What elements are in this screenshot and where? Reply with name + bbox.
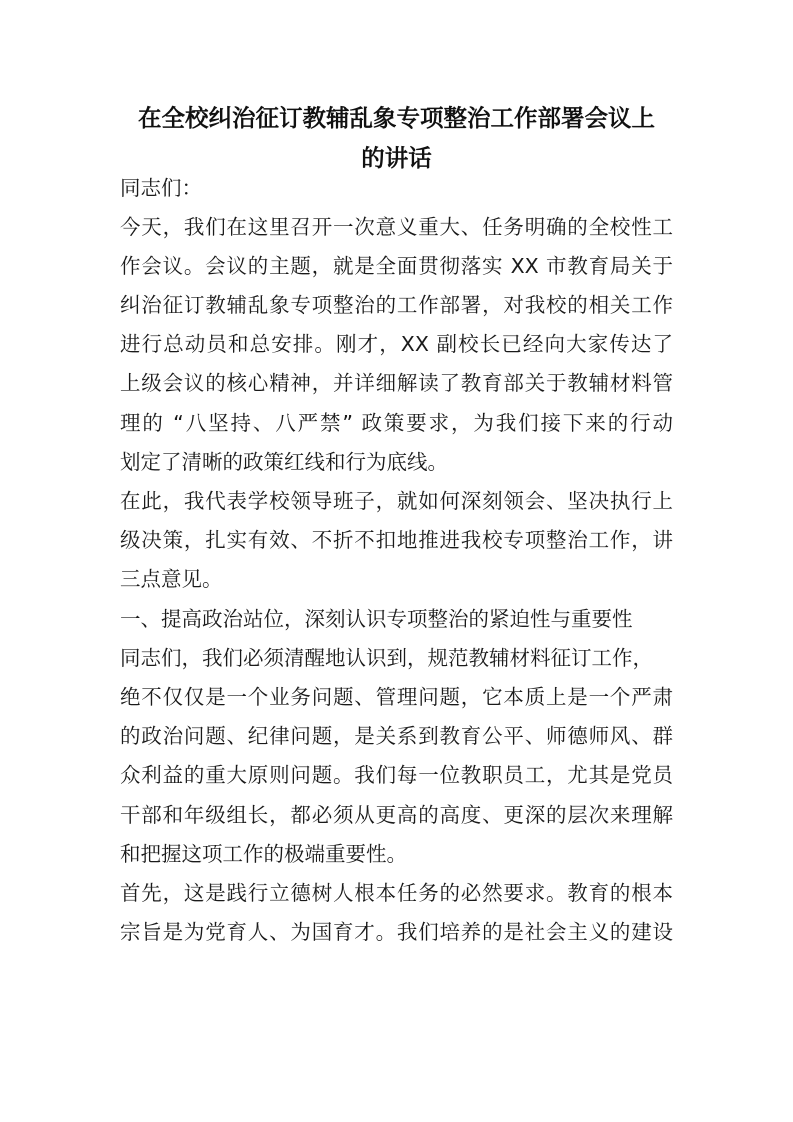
text-line: 在此，我代表学校领导班子，就如何深刻领会、坚决执行上 (120, 489, 673, 513)
text-line: 的政治问题、纪律问题，是关系到教育公平、师德师风、群 (120, 724, 673, 749)
text-line: 理的 “八坚持、八严禁” 政策要求，为我们接下来的行动 (120, 410, 673, 435)
text-line: 纠治征订教辅乱象专项整治的工作部署，对我校的相关工作 (120, 293, 673, 318)
title-line: 的讲话 (361, 144, 432, 172)
text-line: 进行总动员和总安排。刚才，XX 副校长已经向大家传达了 (120, 332, 673, 357)
text-line: 划定了清晰的政策红线和行为底线。 (120, 449, 448, 474)
title-line: 在全校纠治征订教辅乱象专项整治工作部署会议上 (138, 104, 655, 132)
text-line: 作会议。会议的主题，就是全面贯彻落实 XX 市教育局关于 (120, 253, 673, 278)
text-line: 上级会议的核心精神，并详细解读了教育部关于教辅材料管 (120, 371, 673, 396)
text-line: 首先，这是践行立德树人根本任务的必然要求。教育的根本 (120, 880, 673, 905)
text-line: 级决策，扎实有效、不折不扣地推进我校专项整治工作，讲 (120, 528, 673, 553)
text-line: 和把握这项工作的极端重要性。 (120, 841, 407, 866)
text-line: 三点意见。 (120, 567, 223, 592)
document-title (110, 98, 683, 178)
text-line: 干部和年级组长，都必须从更高的高度、更深的层次来理解 (120, 802, 673, 827)
text-line: 绝不仅仅是一个业务问题、管理问题，它本质上是一个严肃 (120, 684, 673, 709)
text-line: 同志们： (120, 175, 202, 200)
document-body (120, 169, 673, 953)
text-line: 一、提高政治站位，深刻认识专项整治的紧迫性与重要性 (120, 606, 633, 631)
text-line: 今天，我们在这里召开一次意义重大、任务明确的全校性工 (120, 214, 673, 239)
text-line: 同志们，我们必须清醒地认识到，规范教辅材料征订工作， (120, 645, 653, 670)
text-line: 众利益的重大原则问题。我们每一位教职员工，尤其是党员 (120, 763, 673, 788)
text-line: 宗旨是为党育人、为国育才。我们培养的是社会主义的建设 (120, 920, 673, 945)
